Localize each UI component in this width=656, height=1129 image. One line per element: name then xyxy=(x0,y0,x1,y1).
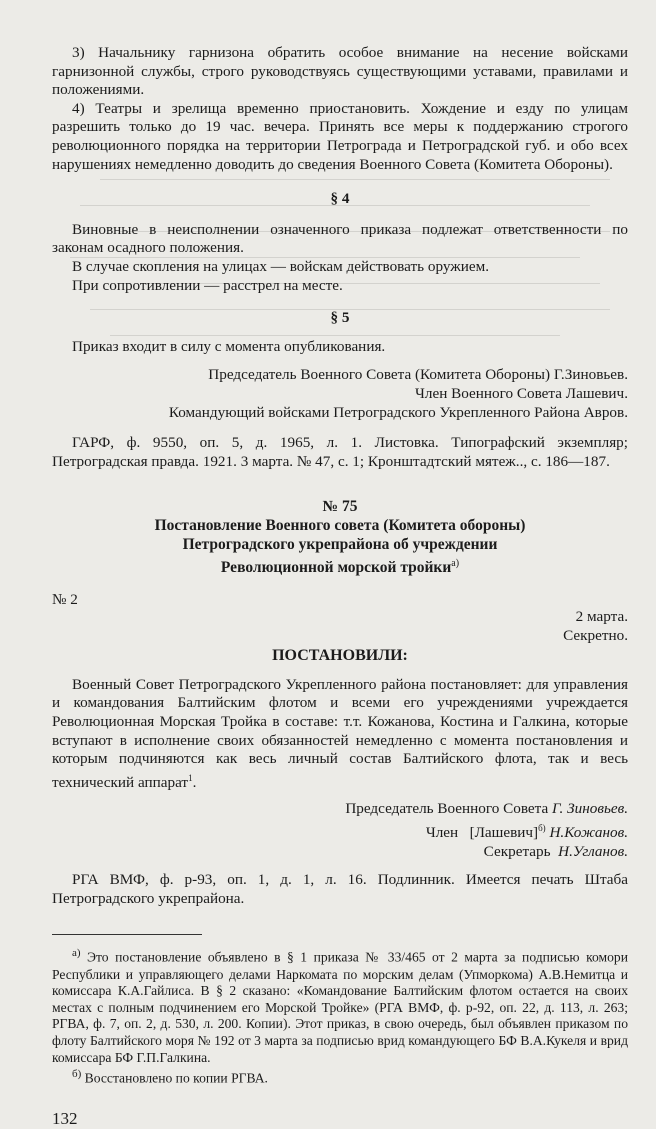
footnote-b: $^{б)}$ Восстановлено по копии РГВА. xyxy=(72,1068,268,1086)
signature-2-secretary: Секретарь Н.Угланов. xyxy=(483,842,628,860)
footnote-a: $^{а)}$ Это постановление объявлено в § 1 приказа № 33/465 от 2 марта за подписью комори Республики и управляющего делами Наркомата по морским делам (Упморкома) А.В.Немитца и комиссара К.А.Гайлиса. В § 2 сказано: «Командование Балтийским флотом остается на своих местах с полным подчинением его Морской Тройке» (РГА ВМФ, ф. р-92, оп. 22, д. 113, л. 263; РГВА, ф. 7, оп. 2, д. 530, л. 200. Копии). Этот приказ, в свою очередь, был объявлен приказом по флоту Балтийского моря № 192 от 3 марта за подписью врид командующего БФ В.А.Кукеля и врид комиссара БФ Г.П.Галкина. xyxy=(52,947,628,1065)
footnote-ref-a: а) xyxy=(451,558,460,570)
signature-chairman: Председатель Военного Совета (Комитета Обороны) Г.Зиновьев. xyxy=(208,366,628,384)
document-internal-number: № 2 xyxy=(52,591,78,609)
document-title-line-2: Петроградского укрепрайона об учреждении xyxy=(182,536,498,554)
archival-source-2: РГА ВМФ, ф. р-93, оп. 1, д. 1, л. 16. Подлинник. Имеется печать Штаба Петроградского укрепрайона. xyxy=(52,871,628,907)
order-item-4: 4) Театры и зрелища временно приостановить. Хождение и езду по улицам разрешить только до 19 час. вечера. Принять все меры к поддержанию строгого революционного порядка на территории Петрограда и Петроградской губ. и обо всех нарушениях немедленно доводить до сведения Военного Совета (Комитета Обороны). xyxy=(52,99,628,173)
resolution-body: Военный Совет Петроградского Укрепленного района постановляет: для управления и командования Балтийским флотом и всеми его учреждениями учреждается Революционная Морская Тройка в составе: т.т. Кожанова, Костина и Галкина, которые вступают в исполнение своих обязанностей немедленно с момента постановления и которым подчиняются как весь личный состав Балтийского флота, так и весь технический аппарат$^1$. xyxy=(52,675,628,791)
footnote-ref-1: 1 xyxy=(188,772,193,783)
document-number: № 75 xyxy=(322,498,358,516)
signature-2-member: Член [Лашевич]$^{б)}$ Н.Кожанов. xyxy=(425,823,628,842)
signature-member: Член Военного Совета Лашевич. xyxy=(415,384,628,402)
section-4-paragraph-3: При сопротивлении — расстрел на месте. xyxy=(72,276,343,294)
footnote-ref-b: б) xyxy=(538,823,546,834)
secrecy-stamp: Секретно. xyxy=(563,626,628,644)
signature-2-chairman: Председатель Военного Совета Г. Зиновьев. xyxy=(345,800,628,818)
page-number: 132 xyxy=(52,1109,78,1129)
section-4-paragraph-1: Виновные в неисполнении означенного приказа подлежат ответственности по законам осадного положения. xyxy=(52,220,628,257)
document-title-line-3: Революционной морской тройки$^{а)}$ xyxy=(220,558,460,577)
order-item-3: 3) Начальнику гарнизона обратить особое внимание на несение войсками гарнизонной службы, строго руководствуясь существующими уставами, правилами и положениями. xyxy=(52,44,628,99)
resolved-heading: ПОСТАНОВИЛИ: xyxy=(272,647,408,665)
section-4-paragraph-2: В случае скопления на улицах — войскам действовать оружием. xyxy=(72,257,490,275)
section-5-heading: § 5 xyxy=(330,309,350,327)
signature-commander: Командующий войсками Петроградского Укрепленного Района Авров. xyxy=(168,403,628,421)
document-title-line-1: Постановление Военного совета (Комитета обороны) xyxy=(154,517,526,535)
section-4-heading: § 4 xyxy=(330,190,350,208)
archival-source-1: ГАРФ, ф. 9550, оп. 5, д. 1965, л. 1. Листовка. Типографский экземпляр; Петроградская правда. 1921. 3 марта. № 47, с. 1; Кронштадтский мятеж.., с. 186—187. xyxy=(52,434,628,470)
document-date: 2 марта. xyxy=(575,608,628,626)
footnote-divider xyxy=(52,934,202,935)
section-5-paragraph: Приказ входит в силу с момента опубликования. xyxy=(72,337,386,355)
